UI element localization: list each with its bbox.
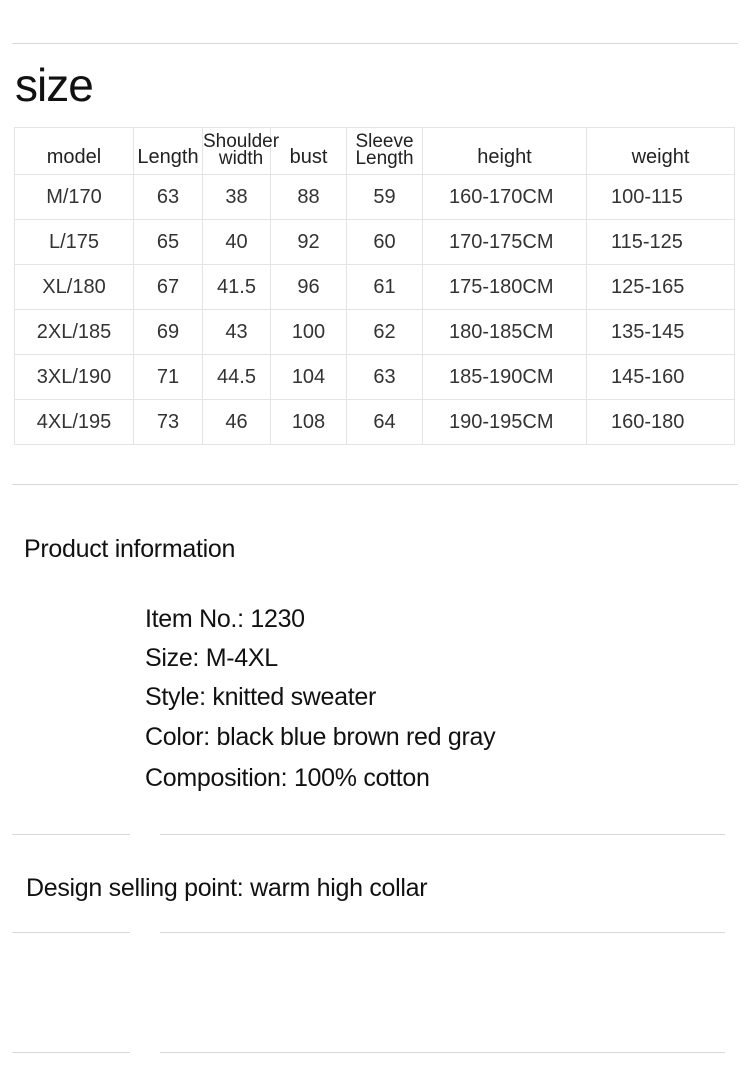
cell-weight: 125-165 xyxy=(587,265,735,310)
cell-weight: 145-160 xyxy=(587,355,735,400)
table-row xyxy=(15,400,735,445)
header-weight: weight xyxy=(587,128,735,175)
cell-sleeve: 64 xyxy=(347,400,423,445)
cell-model: L/175 xyxy=(15,220,134,265)
design-selling-point: Design selling point: warm high collar xyxy=(26,874,428,902)
table-header-row xyxy=(15,128,735,175)
section-divider xyxy=(12,484,738,485)
cell-length: 67 xyxy=(134,265,203,310)
cell-height: 185-190CM xyxy=(423,355,587,400)
cell-bust: 96 xyxy=(271,265,347,310)
cell-shoulder: 40 xyxy=(203,220,271,265)
cell-shoulder: 41.5 xyxy=(203,265,271,310)
cell-shoulder: 38 xyxy=(203,175,271,220)
product-info-heading: Product information xyxy=(24,535,236,563)
table-row xyxy=(15,355,735,400)
header-height: height xyxy=(423,128,587,175)
cell-bust: 88 xyxy=(271,175,347,220)
cell-model: 4XL/195 xyxy=(15,400,134,445)
product-info-list xyxy=(145,600,495,799)
cell-sleeve: 62 xyxy=(347,310,423,355)
cell-length: 73 xyxy=(134,400,203,445)
divider-right xyxy=(160,932,725,933)
cell-model: 3XL/190 xyxy=(15,355,134,400)
cell-shoulder: 43 xyxy=(203,310,271,355)
cell-bust: 104 xyxy=(271,355,347,400)
composition-text: Composition: 100% cotton xyxy=(145,764,430,792)
cell-weight: 160-180 xyxy=(587,400,735,445)
divider-left xyxy=(12,932,130,933)
cell-length: 63 xyxy=(134,175,203,220)
header-sleeve-length: Sleeve Length xyxy=(347,128,423,175)
cell-height: 160-170CM xyxy=(423,175,587,220)
table-row xyxy=(15,265,735,310)
header-shoulder-width: Shoulder width xyxy=(203,128,271,175)
cell-shoulder: 46 xyxy=(203,400,271,445)
header-length: Length xyxy=(134,128,203,175)
cell-bust: 108 xyxy=(271,400,347,445)
size-title: size xyxy=(15,59,93,111)
cell-sleeve: 63 xyxy=(347,355,423,400)
cell-shoulder: 44.5 xyxy=(203,355,271,400)
table-row xyxy=(15,175,735,220)
cell-height: 190-195CM xyxy=(423,400,587,445)
table-row xyxy=(15,310,735,355)
color-options: Color: black blue brown red gray xyxy=(145,723,496,751)
cell-sleeve: 60 xyxy=(347,220,423,265)
size-range: Size: M-4XL xyxy=(145,644,278,672)
divider-right xyxy=(160,834,725,835)
size-chart-table xyxy=(14,127,735,445)
header-bust: bust xyxy=(271,128,347,175)
top-divider xyxy=(12,43,738,44)
cell-sleeve: 61 xyxy=(347,265,423,310)
cell-height: 170-175CM xyxy=(423,220,587,265)
table-row xyxy=(15,220,735,265)
cell-weight: 135-145 xyxy=(587,310,735,355)
cell-model: XL/180 xyxy=(15,265,134,310)
cell-height: 180-185CM xyxy=(423,310,587,355)
cell-length: 65 xyxy=(134,220,203,265)
cell-bust: 92 xyxy=(271,220,347,265)
cell-model: 2XL/185 xyxy=(15,310,134,355)
cell-model: M/170 xyxy=(15,175,134,220)
cell-weight: 115-125 xyxy=(587,220,735,265)
header-model: model xyxy=(15,128,134,175)
divider-left xyxy=(12,834,130,835)
cell-sleeve: 59 xyxy=(347,175,423,220)
style-text: Style: knitted sweater xyxy=(145,683,377,711)
cell-height: 175-180CM xyxy=(423,265,587,310)
item-number: Item No.: 1230 xyxy=(145,605,305,633)
cell-length: 69 xyxy=(134,310,203,355)
divider-left xyxy=(12,1052,130,1053)
cell-weight: 100-115 xyxy=(587,175,735,220)
divider-right xyxy=(160,1052,725,1053)
cell-bust: 100 xyxy=(271,310,347,355)
cell-length: 71 xyxy=(134,355,203,400)
